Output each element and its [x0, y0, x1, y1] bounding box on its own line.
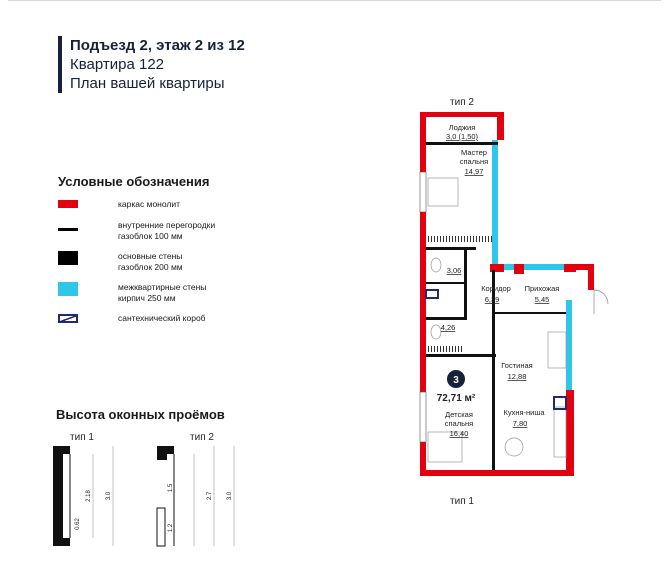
- svg-text:0.62: 0.62: [75, 518, 81, 530]
- plumbing-box-swatch: [58, 314, 78, 323]
- entrance-floor-title: Подъезд 2, этаж 2 из 12: [70, 37, 245, 54]
- red-swatch: [58, 200, 78, 208]
- window-type-2-label: тип 2: [190, 432, 214, 443]
- window-type-2-diagram: [154, 428, 244, 548]
- svg-text:1.2: 1.2: [168, 523, 174, 533]
- room-kids-area: 16,40: [449, 429, 469, 438]
- room-hall-name: Прихожая: [524, 284, 560, 293]
- room-kids-name-1: Детская: [445, 410, 473, 419]
- window-heights-title: Высота оконных проёмов: [56, 407, 225, 422]
- room-loggia-area: 3,0 (1,50): [445, 132, 479, 141]
- room-living-name: Гостиная: [501, 361, 533, 370]
- room-master-name-1: Мастер: [461, 148, 487, 157]
- room-living-area: 12,88: [507, 372, 527, 381]
- top-divider: [8, 0, 661, 1]
- top-window-type-label: тип 2: [450, 97, 474, 108]
- room-corridor-name: Коридор: [481, 284, 511, 293]
- cyan-swatch: [58, 282, 78, 296]
- black-swatch: [58, 251, 78, 265]
- bottom-window-type-label: тип 1: [450, 496, 474, 507]
- svg-text:2.7: 2.7: [207, 491, 213, 501]
- room-kitchen-name: Кухня-ниша: [503, 408, 545, 417]
- svg-text:3.0: 3.0: [227, 491, 233, 501]
- rooms-count-number: 3: [453, 375, 459, 386]
- total-area: 72,71 м²: [436, 393, 476, 404]
- window-type-1-diagram: [50, 428, 120, 548]
- room-kids-name-2: спальня: [444, 419, 474, 428]
- bathroom-1-area: 3,06: [446, 266, 462, 275]
- room-corridor-area: 6,39: [484, 295, 500, 304]
- svg-text:3.0: 3.0: [106, 491, 112, 501]
- window-type-1-label: тип 1: [70, 432, 94, 443]
- svg-text:1.5: 1.5: [168, 483, 174, 493]
- room-hall-area: 5,45: [534, 295, 550, 304]
- bathroom-2-area: 4,26: [440, 323, 456, 332]
- apartment-number: Квартира 122: [70, 56, 165, 73]
- thin-black-swatch: [58, 228, 78, 231]
- plan-subtitle: План вашей квартиры: [70, 75, 225, 92]
- page-header: [58, 36, 245, 93]
- room-loggia-name: Лоджия: [448, 123, 476, 132]
- room-kitchen-area: 7,80: [512, 419, 528, 428]
- room-master-name-2: спальня: [459, 157, 489, 166]
- svg-text:2.18: 2.18: [86, 490, 92, 502]
- legend-title: Условные обозначения: [58, 174, 210, 189]
- apartment-floor-plan: [404, 92, 628, 512]
- room-master-area: 14,97: [464, 167, 484, 176]
